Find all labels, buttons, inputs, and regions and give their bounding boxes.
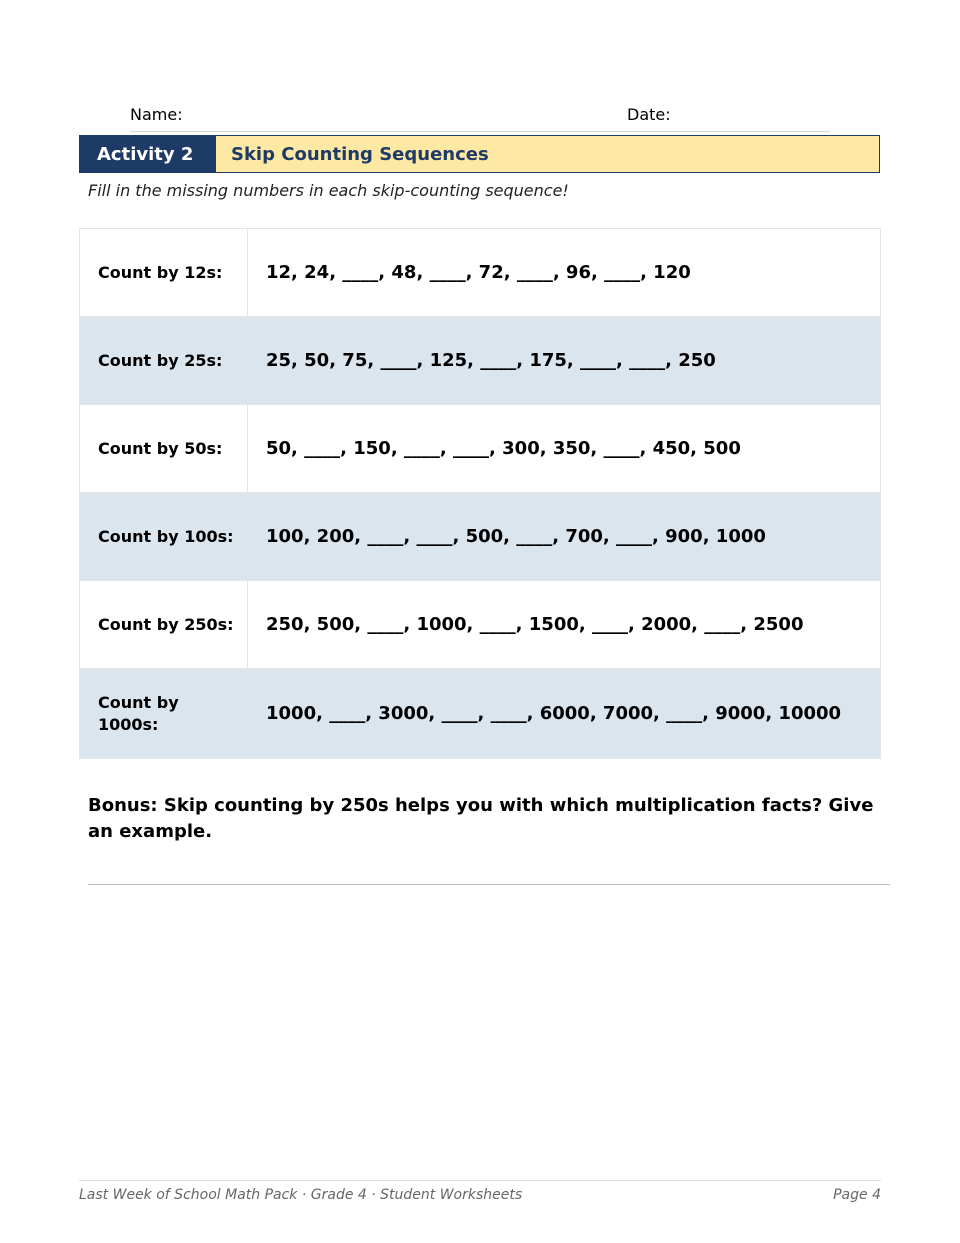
instructions: Fill in the missing numbers in each skip-counting sequence! [88,181,569,200]
sequence-table [79,228,881,759]
name-label: Name: [130,105,183,124]
sequence-text: 25, 50, 75, ____, 125, ____, 175, ____, ____, 250 [248,317,881,405]
sequence-text: 100, 200, ____, ____, 500, ____, 700, ____, 900, 1000 [248,493,881,581]
sequence-text: 50, ____, 150, ____, ____, 300, 350, ____, 450, 500 [248,405,881,493]
answer-line [88,884,890,885]
row-label: Count by 250s: [80,581,248,669]
table-row [80,581,881,669]
row-label: Count by 50s: [80,405,248,493]
sequence-text: 1000, ____, 3000, ____, ____, 6000, 7000, ____, 9000, 10000 [248,669,881,759]
row-label: Count by 1000s: [80,669,248,759]
row-label: Count by 100s: [80,493,248,581]
footer-title: Last Week of School Math Pack · Grade 4 · Student Worksheets [79,1187,523,1203]
date-label: Date: [627,105,671,124]
row-label: Count by 12s: [80,229,248,317]
table-row [80,669,881,759]
table-row [80,405,881,493]
page-number: Page 4 [833,1187,881,1203]
bonus-question: Bonus: Skip counting by 250s helps you with which multiplication facts? Give an example. [88,795,874,842]
table-row [80,317,881,405]
activity-title: Skip Counting Sequences [216,136,879,172]
activity-number: Activity 2 [80,136,216,172]
row-label: Count by 25s: [80,317,248,405]
table-row [80,229,881,317]
sequence-text: 12, 24, ____, 48, ____, 72, ____, 96, ____, 120 [248,229,881,317]
sequence-text: 250, 500, ____, 1000, ____, 1500, ____, 2000, ____, 2500 [248,581,881,669]
table-row [80,493,881,581]
name-date-line [130,105,830,132]
page-footer [79,1180,881,1203]
activity-header [79,135,880,173]
